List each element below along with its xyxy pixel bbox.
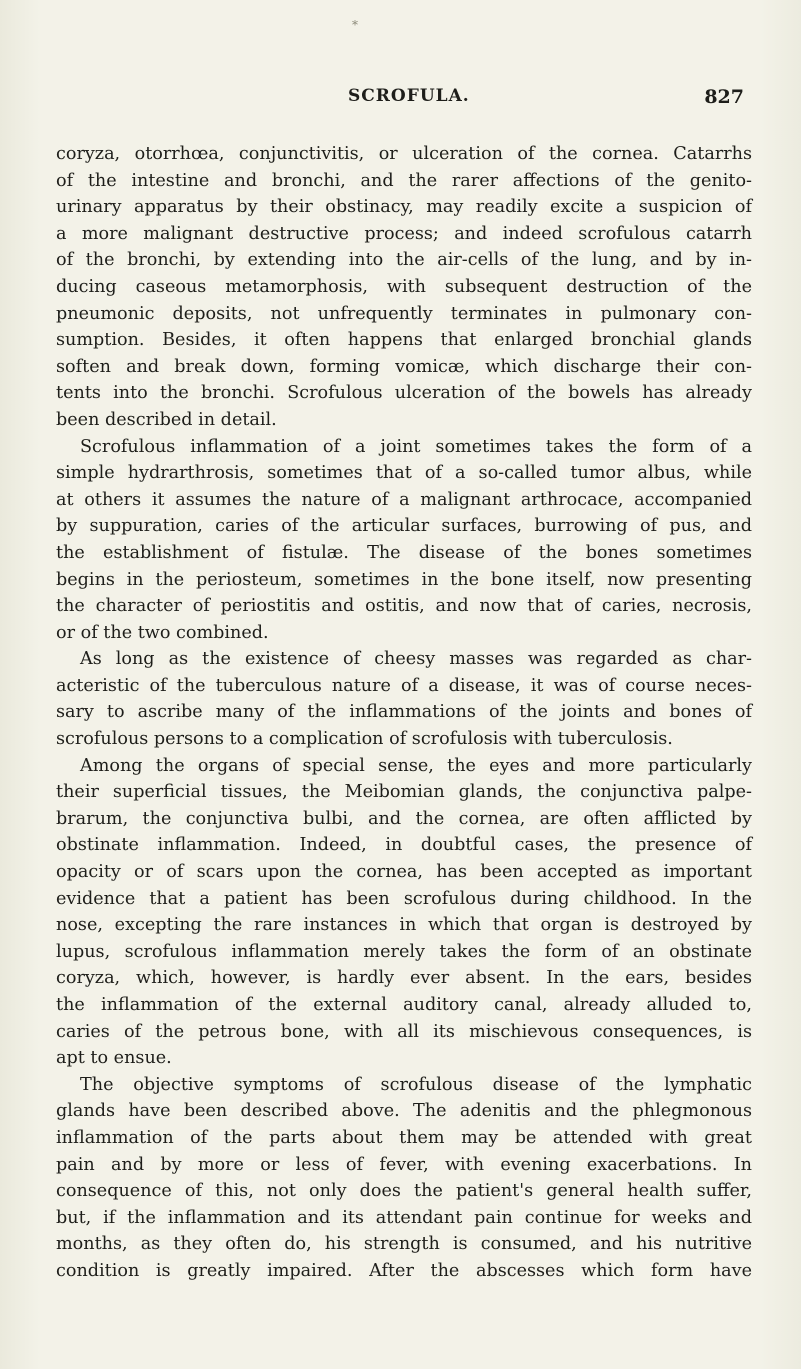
text-line: soften and break down, forming vomicæ, which discharge their con- [56, 356, 752, 377]
paragraph-start: Among the organs of special sense, the eyes and more particularly [80, 755, 752, 776]
paragraph-start: The objective symptoms of scrofulous disease of the lymphatic [80, 1074, 752, 1095]
text-line: apt to ensue. [56, 1048, 172, 1069]
text-line: obstinate inflammation. Indeed, in doubtful cases, the presence of [56, 835, 752, 856]
text-line: acteristic of the tuberculous nature of a disease, it was of course neces- [56, 675, 752, 696]
text-line: by suppuration, caries of the articular surfaces, burrowing of pus, and [56, 516, 752, 537]
text-line: of the bronchi, by extending into the air-cells of the lung, and by in- [56, 250, 752, 271]
text-line: at others it assumes the nature of a malignant arthrocace, accompanied [56, 489, 752, 510]
text-line: but, if the inflammation and its attendant pain continue for weeks and [56, 1207, 752, 1228]
text-line: begins in the periosteum, sometimes in the bone itself, now presenting [56, 569, 752, 590]
text-line: condition is greatly impaired. After the abscesses which form have [56, 1260, 752, 1281]
text-line: caries of the petrous bone, with all its mischievous consequences, is [56, 1021, 752, 1042]
text-line: opacity or of scars upon the cornea, has been accepted as important [56, 862, 752, 883]
text-line: tents into the bronchi. Scrofulous ulceration of the bowels has already [56, 383, 752, 404]
page-number: 827 [704, 86, 744, 108]
text-line: simple hydrarthrosis, sometimes that of a so-called tumor albus, while [56, 463, 752, 484]
page-blemish: ⁎ [352, 14, 358, 28]
text-line: their superficial tissues, the Meibomian glands, the conjunctiva palpe- [56, 782, 752, 803]
text-line: of the intestine and bronchi, and the rarer affections of the genito- [56, 170, 752, 191]
paragraph-start: Scrofulous inflammation of a joint sometimes takes the form of a [80, 436, 752, 457]
text-line: glands have been described above. The adenitis and the phlegmonous [56, 1101, 752, 1122]
text-line: lupus, scrofulous inflammation merely takes the form of an obstinate [56, 941, 752, 962]
body-text [56, 141, 752, 1285]
running-title: SCROFULA. [348, 86, 470, 106]
text-line: months, as they often do, his strength is consumed, and his nutritive [56, 1234, 752, 1255]
text-line: coryza, which, however, is hardly ever absent. In the ears, besides [56, 968, 752, 989]
text-line: nose, excepting the rare instances in which that organ is destroyed by [56, 915, 752, 936]
text-line: urinary apparatus by their obstinacy, may readily excite a suspicion of [56, 197, 752, 218]
running-header [0, 86, 801, 112]
text-line: the inflammation of the external auditory canal, already alluded to, [56, 995, 752, 1015]
text-line: inflammation of the parts about them may be attended with great [56, 1127, 752, 1148]
text-line: sumption. Besides, it often happens that enlarged bronchial glands [56, 330, 752, 351]
text-line: ducing caseous metamorphosis, with subsequent destruction of the [56, 276, 752, 297]
paragraph-start: As long as the existence of cheesy masses was regarded as char- [80, 649, 752, 670]
text-line: pain and by more or less of fever, with evening exacerbations. In [56, 1154, 752, 1175]
text-line: scrofulous persons to a complication of scrofulosis with tuberculosis. [56, 729, 673, 750]
text-line: or of the two combined. [56, 622, 269, 643]
text-line: a more malignant destructive process; and indeed scrofulous catarrh [56, 223, 752, 244]
text-line: brarum, the conjunctiva bulbi, and the cornea, are often afflicted by [56, 808, 752, 829]
text-line: sary to ascribe many of the inflammations of the joints and bones of [56, 702, 752, 723]
text-line: pneumonic deposits, not unfrequently terminates in pulmonary con- [56, 303, 752, 324]
text-line: the establishment of fistulæ. The disease of the bones sometimes [56, 542, 752, 563]
text-line: consequence of this, not only does the patient's general health suffer, [56, 1181, 752, 1202]
text-line: coryza, otorrhœa, conjunctivitis, or ulceration of the cornea. Catarrhs [56, 144, 752, 164]
text-line: the character of periostitis and ostitis, and now that of caries, necrosis, [56, 596, 752, 617]
text-line: evidence that a patient has been scrofulous during childhood. In the [56, 888, 752, 909]
text-line: been described in detail. [56, 409, 277, 430]
